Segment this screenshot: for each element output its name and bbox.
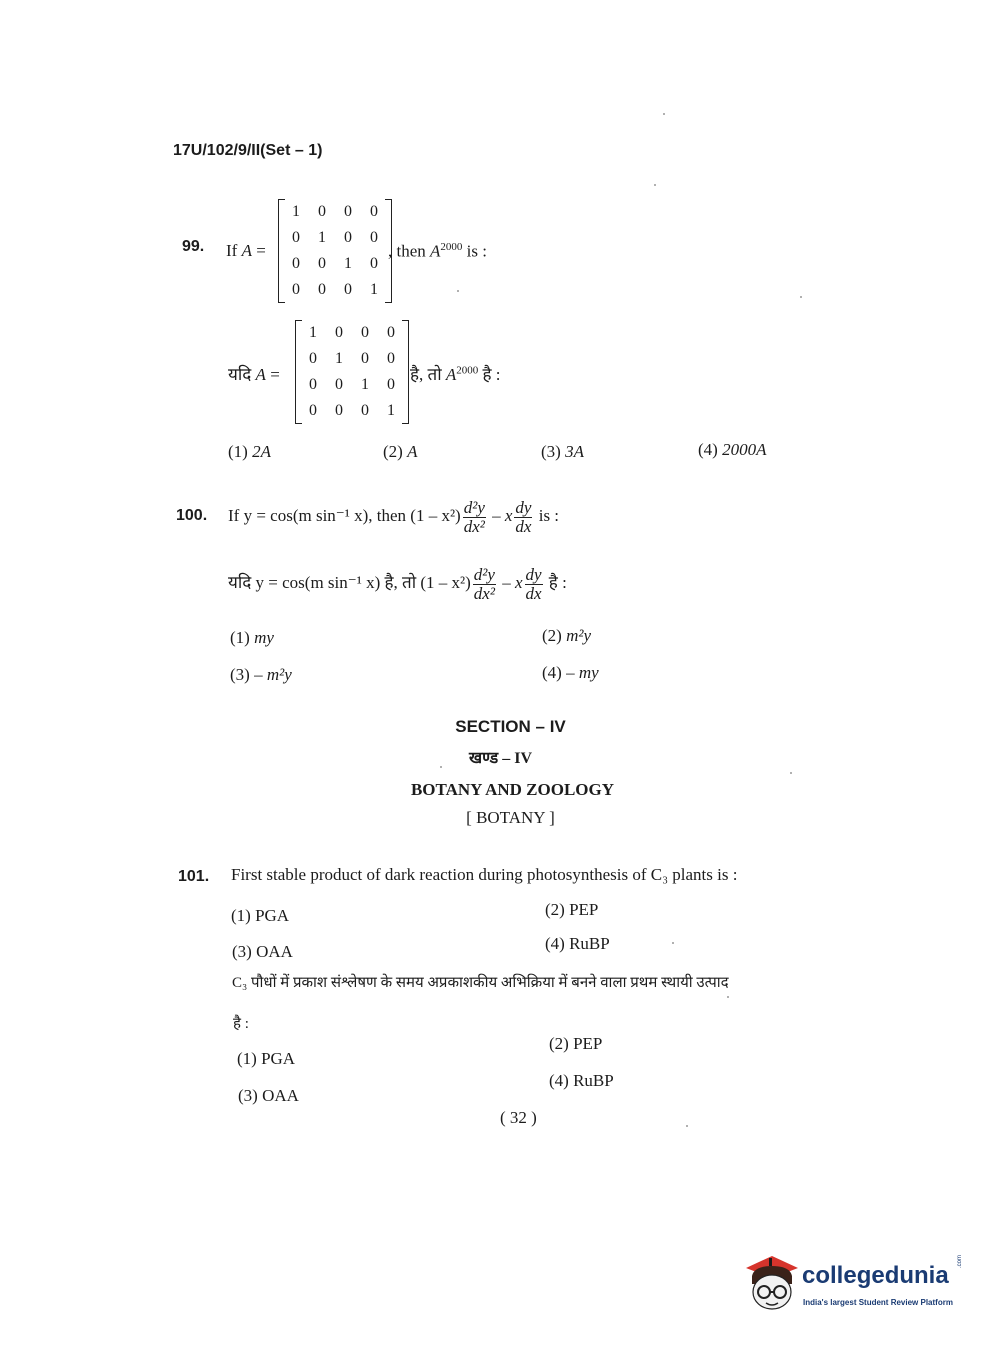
scan-speck <box>800 296 802 298</box>
page-number: ( 32 ) <box>500 1108 537 1127</box>
q101-hindi-line-2: है : <box>233 1016 249 1032</box>
brand-dotcom: .com <box>957 1254 963 1268</box>
collegedunia-logo <box>742 1252 972 1316</box>
q99-matrix-en: 1 0 0 0 0 1 0 0 0 0 1 0 0 0 0 1 <box>278 199 392 303</box>
question-number-100: 100. <box>176 507 208 524</box>
q101-hi-option-4: (4) RuBP <box>549 1071 614 1090</box>
student-mascot-icon <box>742 1252 802 1316</box>
q99-english-tail: , then $A^{2000}$ is : <box>388 241 487 261</box>
sub-subject-heading: [ BOTANY ] <box>466 808 555 827</box>
q99-hindi-tail: है, तो $A^{2000}$ है : <box>410 364 501 384</box>
q101-hindi-line-1: C₃ पौधों में प्रकाश संश्लेषण के समय अप्रकाशकीय अभिक्रिया में बनने वाला प्रथम स्थायी उत्पाद <box>232 975 729 991</box>
q101-hi-option-2: (2) PEP <box>549 1034 603 1053</box>
q100-option-1: (1) my <box>230 628 274 647</box>
scan-speck <box>790 772 792 774</box>
fraction-dy-dx: $\frac{dy}{dx}$ <box>515 497 532 536</box>
q100-english: If y = cos(m sin⁻¹ x), then (1 – x²) $\frac{\text{d²y}}{\text{dx²}}$ – x $\frac{dy}{dx}$ is : <box>228 497 560 536</box>
scan-speck <box>654 184 656 186</box>
q99-hindi-lead: यदि A = <box>228 365 280 384</box>
brand-tagline: India's largest Student Review Platform <box>803 1298 953 1307</box>
q99-matrix-hi: 1 0 0 0 0 1 0 0 0 0 1 0 0 0 0 1 <box>295 320 409 424</box>
scan-speck <box>727 996 729 998</box>
q101-hi-option-3: (3) OAA <box>238 1086 299 1105</box>
q100-option-2: (2) m²y <box>542 626 591 645</box>
q100-option-4: (4) – my <box>542 663 599 682</box>
scan-speck <box>686 1125 688 1127</box>
q101-option-2: (2) PEP <box>545 900 599 919</box>
q99-option-4: (4) 2000A <box>698 440 767 459</box>
fraction-dy-dx-hi: $\frac{dy}{dx}$ <box>525 564 542 603</box>
section-title: SECTION – IV <box>455 717 566 736</box>
scan-speck <box>457 290 459 292</box>
section-title-hindi: खण्ड – IV <box>468 750 533 767</box>
q99-option-3: (3) 3A <box>541 442 584 461</box>
scan-speck <box>440 766 442 768</box>
question-number-101: 101. <box>178 868 210 885</box>
q99-english-lead: If A = <box>226 241 266 260</box>
question-number-99: 99. <box>182 238 205 255</box>
fraction-d2y-dx2-hi: $\frac{\text{d²y}}{\text{dx²}}$ <box>473 564 495 603</box>
q100-option-3: (3) – m²y <box>230 665 292 684</box>
q99-option-1: (1) 2A <box>228 442 271 461</box>
q101-option-3: (3) OAA <box>232 942 293 961</box>
q101-english: First stable product of dark reaction during photosynthesis of C₃ plants is : <box>231 865 738 884</box>
brand-name: collegedunia <box>802 1262 949 1289</box>
q100-hindi: यदि y = cos(m sin⁻¹ x) है, तो (1 – x²) $\frac{\text{d²y}}{\text{dx²}}$ – x $\frac{dy}{dx}$ है : <box>228 564 567 603</box>
subject-heading: BOTANY AND ZOOLOGY <box>410 780 615 799</box>
scan-speck <box>663 113 665 115</box>
paper-code: 17U/102/9/II(Set – 1) <box>173 142 323 159</box>
q101-option-1: (1) PGA <box>231 906 290 925</box>
q101-option-4: (4) RuBP <box>545 934 610 953</box>
q101-hi-option-1: (1) PGA <box>237 1049 296 1068</box>
scan-speck <box>672 942 674 944</box>
q99-option-2: (2) A <box>383 442 418 461</box>
fraction-d2y-dx2: $\frac{\text{d²y}}{\text{dx²}}$ <box>463 497 485 536</box>
